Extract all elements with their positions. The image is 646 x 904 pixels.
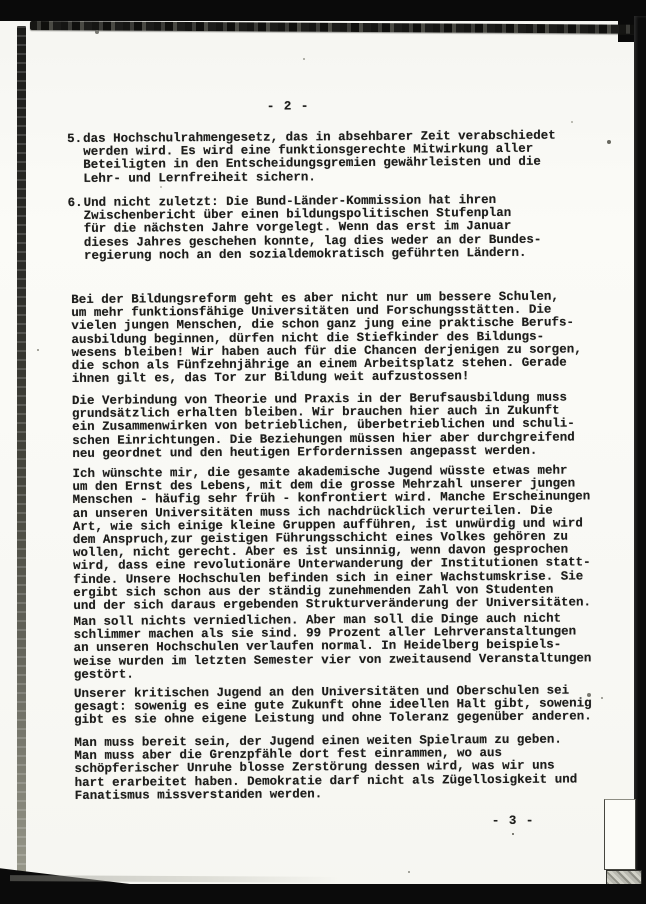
- paragraph-verniedlichen: Man soll nichts verniedlichen. Aber man soll die Dinge auch nicht schlimmer machen als sie sind. 99 Prozent aller Lehrveranstaltungen an unseren Hochschulen verlaufen normal. In Heidelberg beispiels- weise wurden im letzten Semester vier von zweitausend Veranstaltungen gestört.: [73, 611, 592, 682]
- paragraph-spielraum: Man muss bereit sein, der Jugend einen weiten Spielraum zu geben. Man muss aber die Grenzpfähle dort fest einrammen, wo aus schöpferischer Unruhe blosse Zerstörung dessen wird, was wir uns hart erarbeitet haben. Demokratie darf nicht als Zügellosigkeit und Fanatismus missverstanden werden.: [74, 732, 578, 803]
- item-number: 5.: [67, 131, 83, 147]
- page-number-bottom: - 3 -: [491, 813, 535, 829]
- numbered-item-6: [0, 193, 642, 264]
- paragraph-theorie-praxis: Die Verbindung von Theorie und Praxis in der Berufsausbildung muss grundsätzlich erhalten bleiben. Wir brauchen hier auch in Zukunft ein Zusammenwirken von betrieblichen, überbetrieblichen und schuli- schen Einrichtungen. Die Beziehungen müssen hier aber durchgreifend neu geordnet und den heutigen Erfordernissen angepasst werden.: [71, 390, 575, 461]
- page-number-top: - 2 -: [266, 99, 310, 114]
- item-text: Und nicht zuletzt: Die Bund-Länder-Kommission hat ihren Zwischenbericht über einen bildungspolitischen Stufenplan für die nächsten Jahre vorgelegt. Wenn das erst im Januar dieses Jahres geschehen konnte, lag dies weder an der Bundes- regierung noch an den sozialdemokratisch geführten Ländern.: [83, 193, 542, 263]
- paragraph-akademische-jugend: Ich wünschte mir, die gesamte akademische Jugend wüsste etwas mehr um den Ernst des Lebens, mit dem die grosse Mehrzahl unserer jungen Menschen - häufig sehr früh - konfrontiert wird. Manche Erscheinungen an unseren Universitäten muss ich nachdrücklich verurteilen. Die Art, wie sich einige kleine Gruppen aufführen, ist unwürdig und wird dem Anspruch,zur geistigen Führungsschicht eines Volkes gehören zu wollen, nicht gerecht. Aber es ist unsinnig, wenn davon gesprochen wird, dass eine revolutionäre Unterwanderung der Institutionen statt- finde. Unsere Hochschulen befinden sich in einer Wachstumskrise. Sie ergibt sich schon aus der ständig zunehmenden Zahl von Studenten und der sich daraus ergebenden Strukturveränderung der Universitäten.: [72, 463, 591, 614]
- paragraph-bildungsreform: Bei der Bildungsreform geht es aber nicht nur um bessere Schulen, um mehr funktionsfähige Universitäten und Forschungsstätten. Die vielen jungen Menschen, die schon ganz jung eine praktische Berufs- ausbildung beginnen, dürfen nicht die Stiefkinder des Bildungs- wesens bleiben! Wir haben auch für die Chancen derjenigen zu sorgen, die schon als Fünfzehnjährige an einem Arbeitsplatz stehen. Gerade ihnen gilt es, das Tor zur Bildung weit aufzustossen!: [71, 289, 582, 387]
- paragraph-kritische-jugend: Unserer kritischen Jugend an den Universitäten und Oberschulen sei gesagt: sowenig es eine gute Zukunft ohne ideellen Halt gibt, sowenig gibt es sie ohne eigene Leistung und ohne Toleranz gegenüber anderen.: [73, 683, 592, 728]
- item-text: das Hochschulrahmengesetz, das in absehbarer Zeit verabschiedet werden wird. Es wird eine funktionsgerechte Mitwirkung aller Beteiligten in den Entscheidungsgremien gewährleisten und die Lehr- und Lernfreiheit sichern.: [83, 128, 556, 186]
- item-number: 6.: [67, 195, 83, 211]
- numbered-item-5: [0, 129, 641, 186]
